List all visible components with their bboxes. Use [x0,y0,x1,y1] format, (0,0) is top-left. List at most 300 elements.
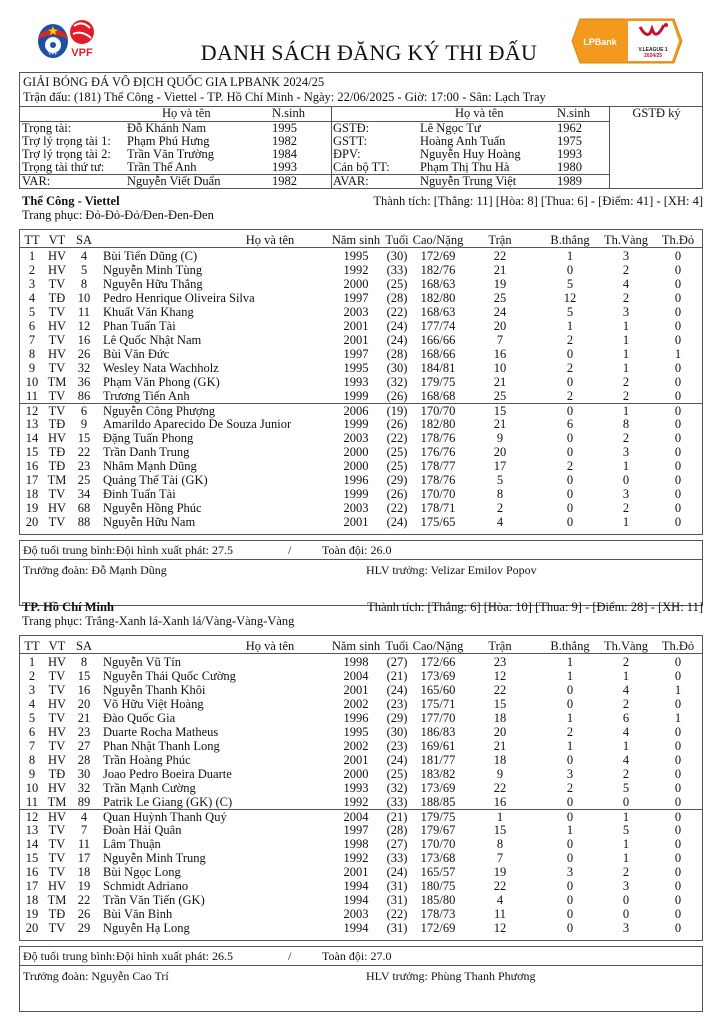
officials-header-name-right: Họ và tên [455,106,504,120]
col-tt: 9 [28,361,36,375]
col-position: TV [48,277,66,291]
col-matches: 16 [493,347,507,361]
svg-text:LPBank: LPBank [583,37,617,47]
col-red-cards: 1 [674,711,682,725]
col-age: (31) [386,893,408,907]
col-goals: 0 [566,347,574,361]
col-matches: 2 [496,501,504,515]
col-tt: 5 [28,711,36,725]
col-age: (29) [386,711,408,725]
starting-player-row [20,697,702,711]
col-red-cards: 0 [674,291,682,305]
col-matches: 23 [493,655,507,669]
starting-player-row [20,277,702,291]
col-player-name: Amarildo Aparecido De Souza Junior [103,417,292,431]
col-age-header: Tuổi [385,233,409,247]
starting-player-row [20,305,702,319]
col-goals: 1 [566,739,574,753]
col-age: (22) [386,501,408,515]
col-height-weight: 184/81 [420,361,456,375]
col-red-cards: 1 [674,347,682,361]
col-shirt-number: 15 [77,669,91,683]
col-red-cards: 0 [674,487,682,501]
col-tt: 19 [25,501,39,515]
col-matches: 8 [496,837,504,851]
col-shirt-number: 68 [77,501,91,515]
col-age: (25) [386,767,408,781]
col-tt: 16 [25,865,39,879]
col-goals: 12 [563,291,577,305]
col-matches: 20 [493,445,507,459]
col-tt: 6 [28,725,36,739]
col-matches: 16 [493,795,507,809]
col-red-cards: 0 [674,823,682,837]
substitute-player-row [20,837,702,851]
col-shirt-number: 19 [77,879,91,893]
col-yellow-cards: 4 [622,683,630,697]
col-player-name: Lê Quốc Nhật Nam [103,333,202,347]
col-red-cards: 0 [674,305,682,319]
col-red-cards: 0 [674,277,682,291]
col-position-header: VT [48,639,66,653]
col-yellow-cards: 4 [622,277,630,291]
col-red-cards: 0 [674,739,682,753]
starting-player-row [20,319,702,333]
starting-player-row [20,795,702,809]
col-age: (21) [386,669,408,683]
col-red-cards: 0 [674,795,682,809]
col-position: HV [47,263,67,277]
col-age: (30) [386,361,408,375]
col-height-weight: 176/76 [420,445,456,459]
col-yellow-cards: 1 [622,333,630,347]
col-birth-year: 1999 [343,389,369,403]
col-matches: 7 [496,851,504,865]
col-age: (22) [386,907,408,921]
head-coach: HLV trưởng: Velizar Emilov Popov [366,563,537,577]
col-goals: 2 [566,459,574,473]
substitute-player-row [20,879,702,893]
col-goals: 2 [566,725,574,739]
col-goals: 2 [566,389,574,403]
divider [609,107,610,189]
col-age: (24) [386,515,408,529]
officials-header-name-left: Họ và tên [162,106,211,120]
col-height-weight: 177/70 [420,711,456,725]
col-age: (28) [386,823,408,837]
col-birth-year-header: Năm sinh [331,639,381,653]
col-matches: 25 [493,389,507,403]
col-birth-year: 2003 [343,431,369,445]
official-row: Trợ lý trọng tài 2: Trần Văn Trường 1984 ĐPV: Nguyễn Huy Hoàng 1993 [22,147,582,161]
col-tt: 2 [28,669,36,683]
col-birth-year: 1995 [343,249,369,263]
col-age: (26) [386,487,408,501]
col-goals: 5 [566,277,574,291]
col-matches: 1 [496,810,504,824]
col-matches: 21 [493,739,507,753]
starting-player-row [20,669,702,683]
col-yellow-cards: 1 [622,361,630,375]
col-yellow-cards: 0 [622,473,630,487]
col-position: HV [47,249,67,263]
col-shirt-number: 21 [77,711,91,725]
col-birth-year: 1994 [343,879,369,893]
col-yellow-cards: 3 [622,921,630,935]
col-shirt-number: 16 [77,683,91,697]
col-yellow-cards: 5 [622,781,630,795]
signature-header: GSTĐ ký [632,106,681,120]
col-yellow-cards: 2 [622,291,630,305]
col-matches: 15 [493,404,507,418]
col-yellow-cards: 3 [622,487,630,501]
col-yellow-cards: 2 [622,697,630,711]
col-position-header: VT [48,233,66,247]
col-goals: 0 [566,263,574,277]
col-yellow-cards: 1 [622,837,630,851]
col-height-weight: 170/70 [420,404,456,418]
substitute-player-row [20,473,702,487]
col-yellow-cards: 0 [622,907,630,921]
svg-text:V.LEAGUE 1: V.LEAGUE 1 [638,47,668,53]
col-position: HV [47,319,67,333]
col-position: TĐ [48,445,66,459]
col-birth-year: 1996 [343,473,369,487]
col-goals: 0 [566,753,574,767]
col-shirt-number: 12 [77,319,91,333]
col-matches: 4 [496,893,504,907]
col-height-weight: 182/80 [420,417,456,431]
col-goals: 0 [566,683,574,697]
col-goals: 3 [566,865,574,879]
col-age: (30) [386,249,408,263]
col-tt: 20 [25,515,39,529]
starting-player-row [20,683,702,697]
col-birth-year: 2000 [343,445,369,459]
col-tt: 10 [25,375,39,389]
col-position: TĐ [48,291,66,305]
substitute-player-row [20,417,702,431]
col-birth-year: 2006 [343,404,369,418]
starting-player-row [20,361,702,375]
col-matches: 19 [493,277,507,291]
col-birth-year: 1992 [343,851,369,865]
col-height-weight: 168/63 [420,305,456,319]
col-tt: 1 [28,249,36,263]
col-age: (27) [386,837,408,851]
col-matches: 8 [496,487,504,501]
col-shirt-number: 17 [77,851,91,865]
col-height-weight: 173/68 [420,851,456,865]
col-birth-year: 2001 [343,753,369,767]
col-matches-header: Trận [488,639,512,653]
col-player-name: Bùi Văn Đức [103,347,170,361]
document-header [0,0,724,72]
col-birth-year: 1992 [343,263,369,277]
col-player-name: Nguyễn Hồng Phúc [103,501,202,515]
col-age: (24) [386,865,408,879]
col-position: HV [47,501,67,515]
col-shirt-number: 86 [77,389,91,403]
col-player-name: Nguyễn Hữu Nam [103,515,196,529]
col-shirt-number: 4 [80,249,88,263]
col-birth-year: 1999 [343,487,369,501]
starting-player-row [20,655,702,669]
col-age: (33) [386,851,408,865]
col-birth-year: 2003 [343,501,369,515]
col-red-cards: 0 [674,753,682,767]
col-height-weight: 172/69 [420,921,456,935]
starting-player-row [20,711,702,725]
col-position: TV [48,305,66,319]
col-yellow-cards: 2 [622,375,630,389]
col-matches: 12 [493,669,507,683]
starting-player-row [20,753,702,767]
col-position: TV [48,669,66,683]
col-matches: 7 [496,333,504,347]
col-tt: 17 [25,879,39,893]
col-position: TV [48,865,66,879]
roster-table-away [19,635,703,941]
col-age: (24) [386,753,408,767]
col-age: (32) [386,781,408,795]
col-yellow-cards-header: Th.Vàng [603,233,649,247]
col-birth-year: 1995 [343,725,369,739]
col-tt: 17 [25,473,39,487]
col-shirt-number: 16 [77,333,91,347]
roster-header [20,636,702,654]
col-goals-header: B.thắng [550,639,590,653]
col-shirt-number: 23 [77,459,91,473]
col-player-name: Trần Hoàng Phúc [103,753,191,767]
col-player-name: Bùi Tiến Dũng (C) [103,249,198,263]
col-position: TV [48,683,66,697]
col-tt: 11 [25,795,39,809]
col-goals: 5 [566,305,574,319]
col-height-weight: 178/76 [420,431,456,445]
col-height-weight: 170/70 [420,837,456,851]
col-shirt-number: 34 [77,487,91,501]
col-player-name: Trương Tiến Anh [103,389,190,403]
col-red-cards: 0 [674,333,682,347]
col-position: TV [48,515,66,529]
col-goals: 0 [566,487,574,501]
col-tt: 9 [28,767,36,781]
col-birth-year: 2000 [343,767,369,781]
starting-player-row [20,333,702,347]
col-red-cards-header: Th.Đỏ [661,639,695,653]
col-position: TV [48,851,66,865]
col-player-name: Wesley Nata Wachholz [103,361,219,375]
col-height-weight: 178/76 [420,473,456,487]
col-shirt-number-header: SA [76,639,92,653]
col-tt: 8 [28,347,36,361]
col-age: (25) [386,459,408,473]
col-shirt-number: 7 [80,823,88,837]
col-birth-year: 2001 [343,683,369,697]
col-shirt-number: 25 [77,473,91,487]
col-goals: 0 [566,837,574,851]
col-age: (27) [386,655,408,669]
team-record: Thành tích: [Thắng: 11] [Hòa: 8] [Thua: 6] - [Điểm: 41] - [XH: 4] [373,194,703,208]
col-player-name: Phan Nhật Thanh Long [103,739,220,753]
col-tt: 12 [25,810,39,824]
col-matches: 10 [493,361,507,375]
col-tt: 5 [28,305,36,319]
col-birth-year: 2000 [343,277,369,291]
col-position: TV [48,389,66,403]
col-yellow-cards: 8 [622,417,630,431]
substitute-player-row [20,865,702,879]
col-player-name: Bùi Văn Bình [103,907,173,921]
roster-table-home [19,229,703,535]
col-yellow-cards: 1 [622,404,630,418]
col-red-cards: 0 [674,879,682,893]
col-age: (32) [386,375,408,389]
col-birth-year: 2001 [343,319,369,333]
col-birth-year: 1995 [343,361,369,375]
col-matches: 24 [493,305,507,319]
col-matches: 22 [493,879,507,893]
col-shirt-number-header: SA [76,233,92,247]
col-matches: 4 [496,515,504,529]
col-tt: 12 [25,404,39,418]
vleague-logo-icon [570,17,684,65]
col-age: (28) [386,291,408,305]
col-age: (21) [386,810,408,824]
col-position: HV [47,725,67,739]
col-shirt-number: 20 [77,697,91,711]
col-tt: 8 [28,753,36,767]
col-red-cards: 0 [674,459,682,473]
col-player-name: Nguyễn Hạ Long [103,921,190,935]
col-matches: 15 [493,697,507,711]
col-player-name: Trần Danh Trung [103,445,190,459]
col-matches: 9 [496,767,504,781]
col-age: (19) [386,404,408,418]
col-red-cards: 0 [674,431,682,445]
svg-text:2024/25: 2024/25 [643,53,663,59]
col-shirt-number: 89 [77,795,91,809]
col-yellow-cards: 3 [622,249,630,263]
col-yellow-cards: 2 [622,655,630,669]
col-yellow-cards: 3 [622,305,630,319]
roster-header [20,230,702,248]
col-matches: 21 [493,375,507,389]
col-yellow-cards: 1 [622,347,630,361]
col-red-cards-header: Th.Đỏ [661,233,695,247]
col-birth-year: 2001 [343,865,369,879]
col-shirt-number: 5 [80,263,88,277]
col-age: (22) [386,431,408,445]
col-player-name: Lâm Thuận [103,837,161,851]
col-red-cards: 0 [674,893,682,907]
col-tt: 4 [28,291,36,305]
col-age: (25) [386,445,408,459]
col-tt: 14 [25,431,39,445]
officials-table [19,107,703,189]
col-height-weight: 169/61 [420,739,456,753]
team-kit: Trang phục: Trắng-Xanh lá-Xanh lá/Vàng-Vàng-Vàng [22,614,295,628]
col-red-cards: 1 [674,683,682,697]
col-position: HV [47,347,67,361]
col-player-name: Nguyễn Minh Tùng [103,263,203,277]
col-birth-year: 1994 [343,893,369,907]
official-row-var: VAR: Nguyễn Viết Duẩn 1982 AVAR: Nguyễn Trung Việt 1989 [22,174,582,188]
col-player-name-header: Họ và tên [245,233,295,247]
col-tt: 13 [25,417,39,431]
col-height-weight: 172/69 [420,249,456,263]
col-tt: 4 [28,697,36,711]
col-height-weight: 180/75 [420,879,456,893]
col-matches: 20 [493,319,507,333]
col-height-weight: 179/67 [420,823,456,837]
col-position: TĐ [48,417,66,431]
col-shirt-number: 18 [77,865,91,879]
col-matches: 22 [493,249,507,263]
col-player-name: Nguyễn Minh Trung [103,851,206,865]
col-tt: 6 [28,319,36,333]
col-birth-year: 1997 [343,347,369,361]
substitute-player-row [20,403,702,417]
col-goals: 0 [566,697,574,711]
col-red-cards: 0 [674,249,682,263]
col-height-weight-header: Cao/Nặng [412,639,464,653]
col-red-cards: 0 [674,697,682,711]
col-tt: 18 [25,893,39,907]
col-height-weight: 175/65 [420,515,456,529]
col-height-weight: 170/70 [420,487,456,501]
col-tt: 19 [25,907,39,921]
col-position: HV [47,810,67,824]
col-shirt-number: 22 [77,445,91,459]
col-shirt-number: 29 [77,921,91,935]
col-height-weight: 172/66 [420,655,456,669]
col-player-name: Đinh Tuấn Tài [103,487,176,501]
col-birth-year: 2002 [343,697,369,711]
col-position: TV [48,333,66,347]
col-player-name: Patrik Le Giang (GK) (C) [103,795,233,809]
col-birth-year: 1992 [343,795,369,809]
col-age: (31) [386,879,408,893]
col-red-cards: 0 [674,361,682,375]
col-tt: 16 [25,459,39,473]
col-age: (22) [386,305,408,319]
starting-player-row [20,291,702,305]
substitute-player-row [20,809,702,823]
col-birth-year: 2003 [343,907,369,921]
col-age: (31) [386,921,408,935]
substitute-player-row [20,921,702,935]
col-goals: 6 [566,417,574,431]
col-height-weight: 168/63 [420,277,456,291]
col-tt: 7 [28,739,36,753]
col-shirt-number: 26 [77,907,91,921]
col-shirt-number: 30 [77,767,91,781]
substitute-player-row [20,501,702,515]
col-goals-header: B.thắng [550,233,590,247]
col-position: TĐ [48,459,66,473]
col-height-weight: 178/71 [420,501,456,515]
col-goals: 0 [566,893,574,907]
col-yellow-cards: 4 [622,725,630,739]
col-age: (29) [386,473,408,487]
col-position: HV [47,655,67,669]
col-shirt-number: 23 [77,725,91,739]
substitute-player-row [20,445,702,459]
col-goals: 2 [566,333,574,347]
col-position: HV [47,753,67,767]
